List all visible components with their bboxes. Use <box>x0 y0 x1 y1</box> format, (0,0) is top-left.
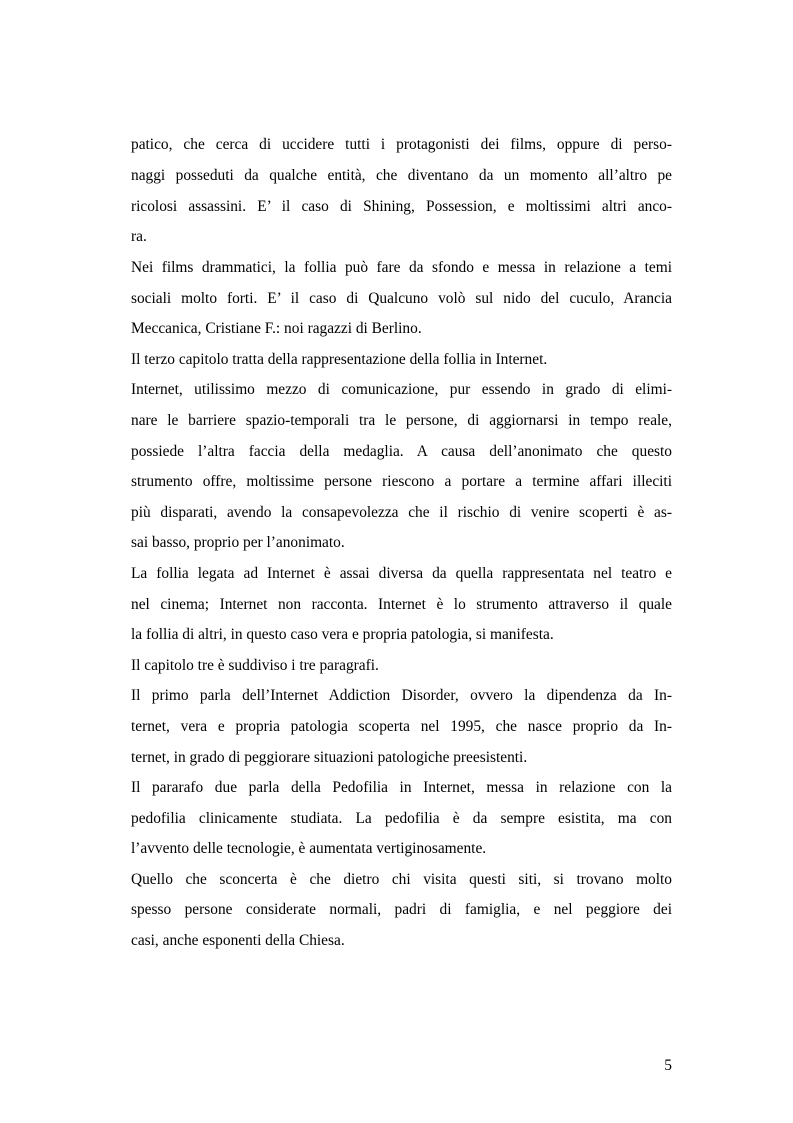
text-line: Internet, utilissimo mezzo di comunicazione, pur essendo in grado di elimi- <box>131 381 672 398</box>
text-line: sociali molto forti. E’ il caso di Qualcuno volò sul nido del cuculo, Arancia <box>131 290 672 307</box>
text-line: ternet, in grado di peggiorare situazioni patologiche preesistenti. <box>131 749 528 766</box>
text-line: pedofilia clinicamente studiata. La pedofilia è da sempre esistita, ma con <box>131 810 672 827</box>
text-line: Il pararafo due parla della Pedofilia in Internet, messa in relazione con la <box>131 779 672 796</box>
text-line: Il terzo capitolo tratta della rappresentazione della follia in Internet. <box>131 351 548 368</box>
text-line: più disparati, avendo la consapevolezza che il rischio di venire scoperti è as- <box>131 504 672 521</box>
text-line: Quello che sconcerta è che dietro chi visita questi siti, si trovano molto <box>131 871 672 888</box>
text-line: Il capitolo tre è suddiviso i tre paragrafi. <box>131 657 379 674</box>
text-line: naggi posseduti da qualche entità, che diventano da un momento all’altro pe <box>131 167 672 184</box>
text-line: ricolosi assassini. E’ il caso di Shining, Possession, e moltissimi altri anco- <box>131 198 672 215</box>
text-line: nel cinema; Internet non racconta. Internet è lo strumento attraverso il quale <box>131 596 672 613</box>
text-line: Il primo parla dell’Internet Addiction Disorder, ovvero la dipendenza da In- <box>131 687 672 704</box>
text-line: strumento offre, moltissime persone riescono a portare a termine affari illeciti <box>131 473 672 490</box>
text-line: sai basso, proprio per l’anonimato. <box>131 534 345 551</box>
text-line: la follia di altri, in questo caso vera e propria patologia, si manifesta. <box>131 626 554 643</box>
text-line: spesso persone considerate normali, padri di famiglia, e nel peggiore dei <box>131 901 672 918</box>
text-line: casi, anche esponenti della Chiesa. <box>131 932 345 949</box>
text-line: Nei films drammatici, la follia può fare da sfondo e messa in relazione a temi <box>131 259 672 276</box>
text-line: Meccanica, Cristiane F.: noi ragazzi di Berlino. <box>131 320 422 337</box>
text-line: ternet, vera e propria patologia scoperta nel 1995, che nasce proprio da In- <box>131 718 672 735</box>
text-line: patico, che cerca di uccidere tutti i protagonisti dei films, oppure di perso- <box>131 136 672 153</box>
page-number: 5 <box>664 1057 672 1074</box>
text-line: nare le barriere spazio-temporali tra le persone, di aggiornarsi in tempo reale, <box>131 412 672 429</box>
text-line: possiede l’altra faccia della medaglia. A causa dell’anonimato che questo <box>131 443 672 460</box>
text-line: l’avvento delle tecnologie, è aumentata vertiginosamente. <box>131 840 487 857</box>
text-line: La follia legata ad Internet è assai diversa da quella rappresentata nel teatro e <box>131 565 672 582</box>
text-line: ra. <box>131 228 147 245</box>
